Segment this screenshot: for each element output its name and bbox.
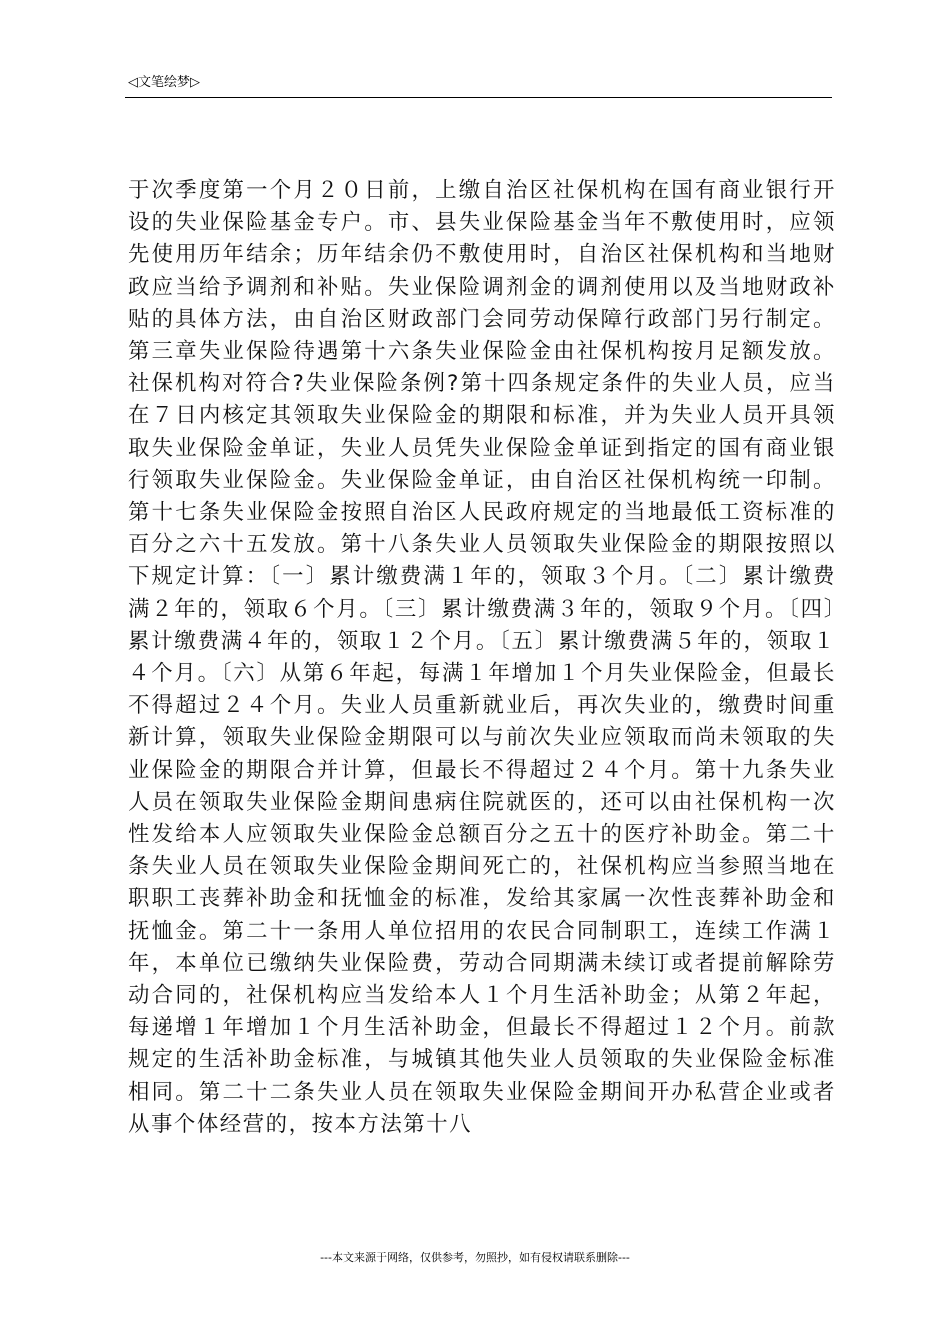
header-divider xyxy=(125,97,832,98)
document-body-text: 于次季度第一个月２０日前，上缴自治区社保机构在国有商业银行开设的失业保险基金专户。市、县失业保险基金当年不敷使用时，应领先使用历年结余；历年结余仍不敷使用时，自治区社保机构和当地财政应当给予调剂和补贴。失业保险调剂金的调剂使用以及当地财政补贴的具体方法，由自治区财政部门会同劳动保障行政部门另行制定。第三章失业保险待遇第十六条失业保险金由社保机构按月足额发放。社保机构对符合?失业保险条例?第十四条规定条件的失业人员，应当在７日内核定其领取失业保险金的期限和标准，并为失业人员开具领取失业保险金单证，失业人员凭失业保险金单证到指定的国有商业银行领取失业保险金。失业保险金单证，由自治区社保机构统一印制。第十七条失业保险金按照自治区人民政府规定的当地最低工资标准的百分之六十五发放。第十八条失业人员领取失业保险金的期限按照以下规定计算：〔一〕累计缴费满１年的，领取３个月。〔二〕累计缴费满２年的，领取６个月。〔三〕累计缴费满３年的，领取９个月。〔四〕累计缴费满４年的，领取１２个月。〔五〕累计缴费满５年的，领取１４个月。〔六〕从第６年起，每满１年增加１个月失业保险金，但最长不得超过２４个月。失业人员重新就业后，再次失业的，缴费时间重新计算，领取失业保险金期限可以与前次失业应领取而尚未领取的失业保险金的期限合并计算，但最长不得超过２４个月。第十九条失业人员在领取失业保险金期间患病住院就医的，还可以由社保机构一次性发给本人应领取失业保险金总额百分之五十的医疗补助金。第二十条失业人员在领取失业保险金期间死亡的，社保机构应当参照当地在职职工丧葬补助金和抚恤金的标准，发给其家属一次性丧葬补助金和抚恤金。第二十一条用人单位招用的农民合同制职工，连续工作满１年，本单位已缴纳失业保险费，劳动合同期满未续订或者提前解除劳动合同的，社保机构应当发给本人１个月生活补助金；从第２年起，每递增１年增加１个月生活补助金，但最长不得超过１２个月。前款规定的生活补助金标准，与城镇其他失业人员领取的失业保险金标准相同。第二十二条失业人员在领取失业保险金期间开办私营企业或者从事个体经营的，按本方法第十八 xyxy=(128,178,836,1137)
page-header-title: ◁文笔绘梦▷ xyxy=(128,75,200,90)
page-footer-note: ---本文来源于网络，仅供参考，勿照抄，如有侵权请联系删除--- xyxy=(320,1251,630,1264)
